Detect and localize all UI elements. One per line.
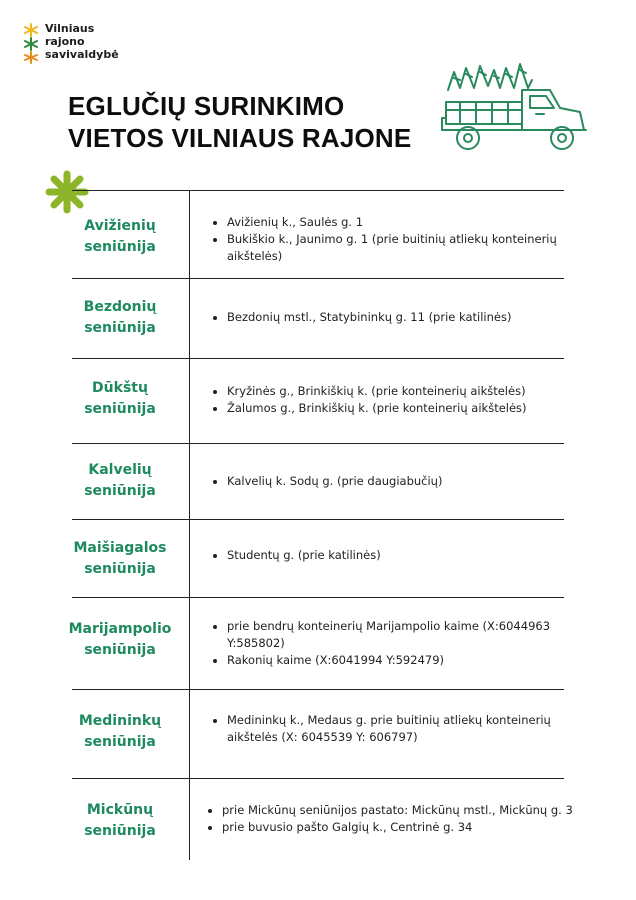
table-divider-vertical [189,190,190,860]
table-divider [72,778,564,779]
municipality-logo [22,22,119,64]
location-list [200,802,575,836]
table-divider [72,358,564,359]
ward-name [60,460,180,502]
table-divider [72,278,564,279]
logo-text [45,22,119,61]
ward-name-line: seniūnija [84,401,156,417]
ward-name-line: seniūnija [84,239,156,255]
logo-line: savivaldybė [45,48,119,61]
title-line: EGLUČIŲ SURINKIMO [68,91,345,121]
page-title [68,90,411,154]
truck-with-trees-icon [440,58,590,158]
ward-name-line: Bezdonių [83,299,157,315]
location-list [205,618,575,669]
table-divider [72,597,564,598]
location-list [205,712,575,746]
location-item: Studentų g. (prie katilinės) [205,547,575,564]
star-burst-icon [43,168,91,216]
ward-name [60,297,180,339]
location-list [205,547,575,564]
location-item: Kryžinės g., Brinkiškių k. (prie konteinerių aikštelės) [205,383,575,400]
location-item: Žalumos g., Brinkiškių k. (prie konteinerių aikštelės) [205,400,575,417]
ward-name-line: seniūnija [84,483,156,499]
ward-name [60,538,180,580]
location-item: prie buvusio pašto Galgių k., Centrinė g. 34 [200,819,575,836]
ward-name-line: Maišiagalos [73,540,167,556]
flower-emblem-icon [22,22,40,64]
table-divider [72,689,564,690]
table-divider [72,443,564,444]
ward-name-line: seniūnija [84,642,156,658]
table-divider [72,190,564,191]
ward-name [60,378,180,420]
ward-name-line: Avižienių [84,218,156,234]
location-item: prie bendrų konteinerių Marijampolio kaime (X:6044963 Y:585802) [205,618,575,652]
location-list [205,214,575,265]
ward-name-line: Medininkų [78,713,162,729]
ward-name-line: Dūkštų [92,380,148,396]
ward-name [60,216,180,258]
ward-name-line: Kalvelių [88,462,152,478]
ward-name-line: seniūnija [84,823,156,839]
ward-name-line: Mickūnų [86,802,154,818]
ward-name [60,800,180,842]
location-item: prie Mickūnų seniūnijos pastato: Mickūnų mstl., Mickūnų g. 3 [200,802,575,819]
ward-name-line: seniūnija [84,320,156,336]
location-item: Avižienių k., Saulės g. 1 [205,214,575,231]
location-list [205,309,575,326]
ward-name-line: Marijampolio [68,621,172,637]
location-item: Bezdonių mstl., Statybininkų g. 11 (prie katilinės) [205,309,575,326]
location-item: Kalvelių k. Sodų g. (prie daugiabučių) [205,473,575,490]
ward-name-line: seniūnija [84,561,156,577]
location-item: Bukiškio k., Jaunimo g. 1 (prie buitinių atliekų konteinerių aikštelės) [205,231,575,265]
logo-line: rajono [45,35,85,48]
location-list [205,383,575,417]
table-divider [72,519,564,520]
location-item: Medininkų k., Medaus g. prie buitinių atliekų konteinerių aikštelės (X: 6045539 Y: 606797) [205,712,575,746]
logo-line: Vilniaus [45,22,95,35]
ward-name [60,711,180,753]
ward-name [60,619,180,661]
location-item: Rakonių kaime (X:6041994 Y:592479) [205,652,575,669]
ward-name-line: seniūnija [84,734,156,750]
title-line: VIETOS VILNIAUS RAJONE [68,123,412,153]
location-list [205,473,575,490]
